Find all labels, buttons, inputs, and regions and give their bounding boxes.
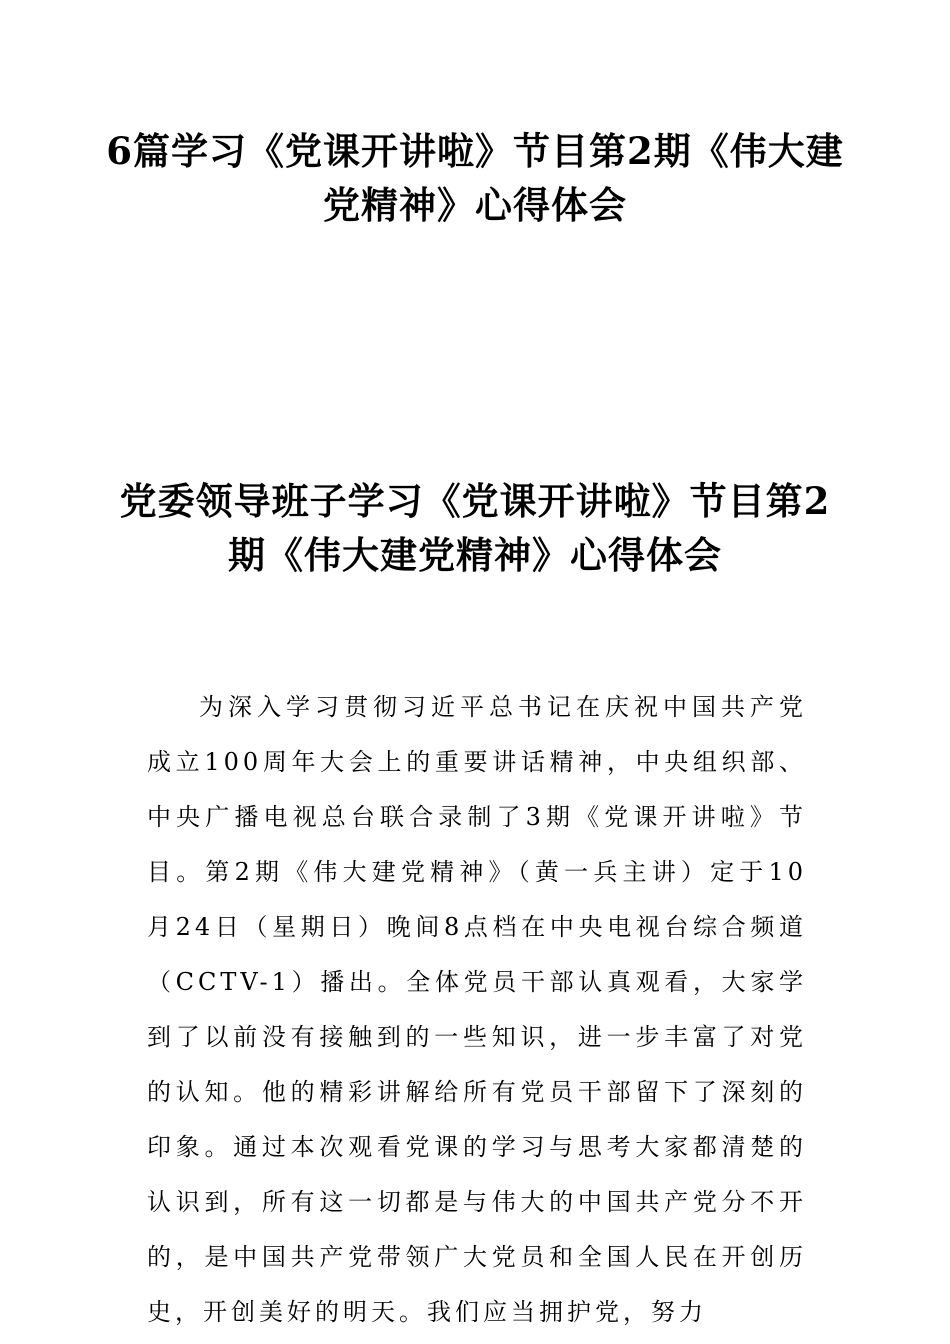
body-paragraph: 为深入学习贯彻习近平总书记在庆祝中国共产党成立100周年大会上的重要讲话精神，中央组织部、中央广播电视总台联合录制了3期《党课开讲啦》节目。第2期《伟大建党精神》（黄一兵主讲）定于10月24日（星期日）晚间8点档在中央电视台综合频道（CCTV-1）播出。全体党员干部认真观看，大家学到了以前没有接触到的一些知识，进一步丰富了对党的认知。他的精彩讲解给所有党员干部留下了深刻的印象。通过本次观看党课的学习与思考大家都清楚的认识到，所有这一切都是与伟大的中国共产党分不开的，是中国共产党带领广大党员和全国人民在开创历史，开创美好的明天。我们应当拥护党，努力 xyxy=(147,693,807,1326)
document-title: 6篇学习《党课开讲啦》节目第2期《伟大建党精神》心得体会 xyxy=(106,129,844,227)
section-title: 党委领导班子学习《党课开讲啦》节目第2期《伟大建党精神》心得体会 xyxy=(119,479,831,577)
